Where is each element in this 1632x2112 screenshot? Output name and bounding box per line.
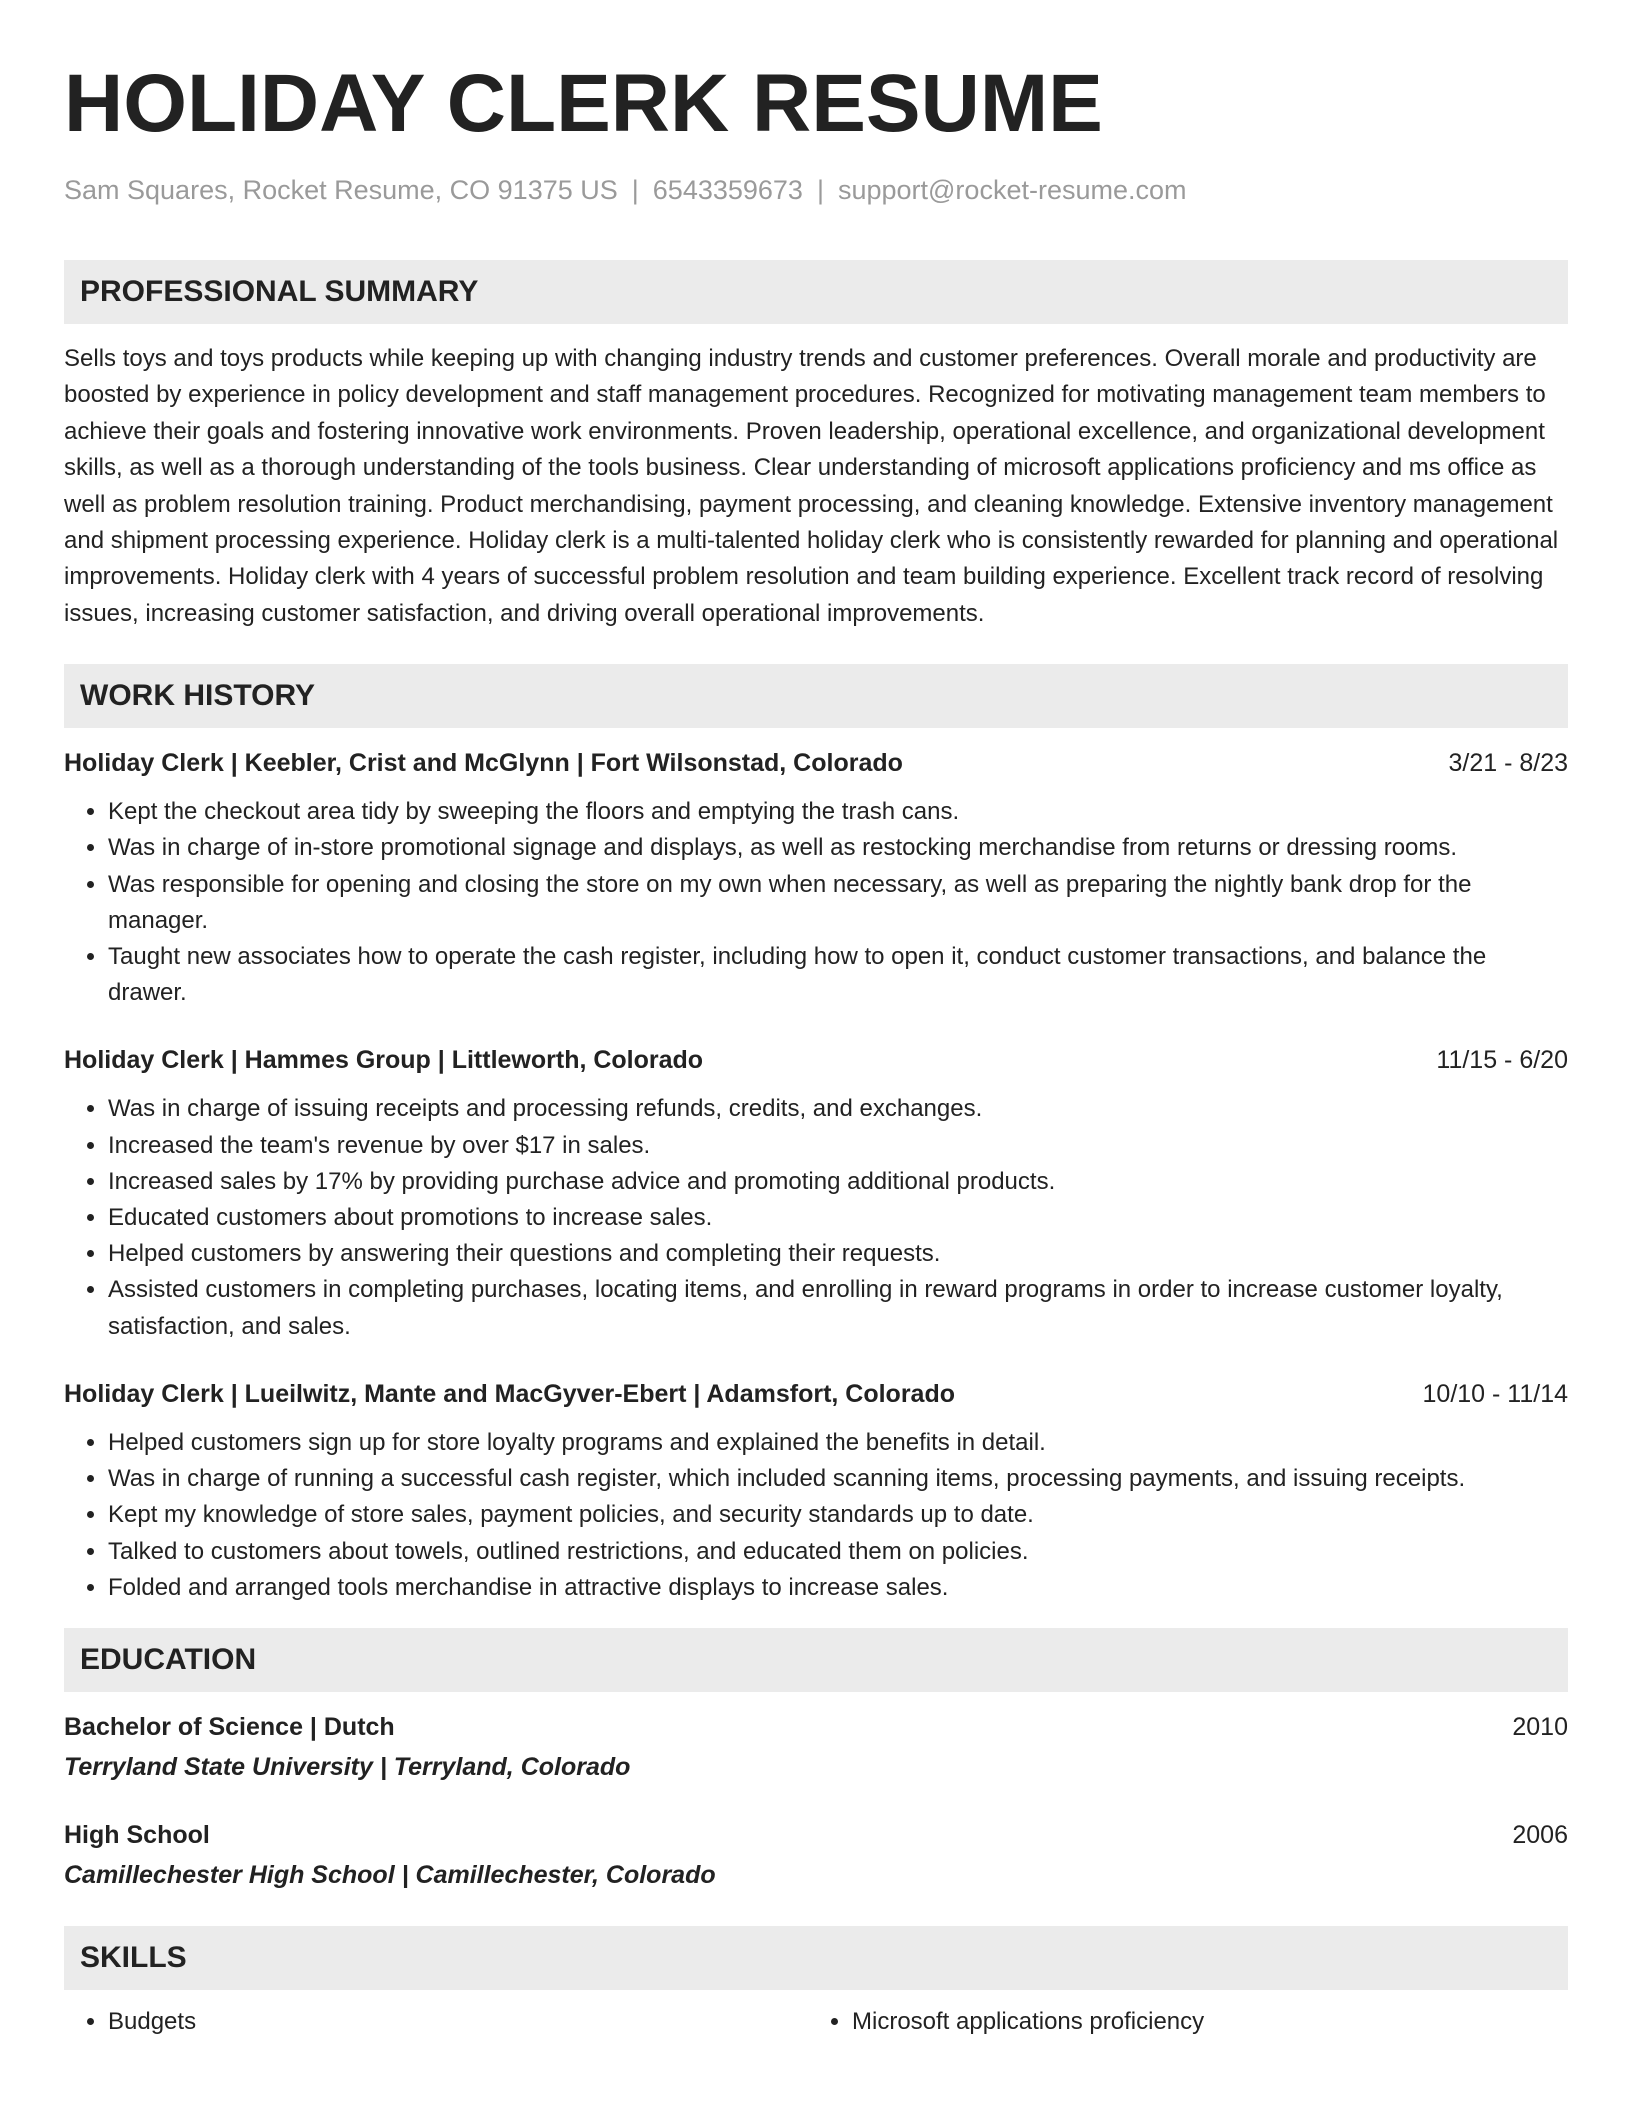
resume-title: HOLIDAY CLERK RESUME — [64, 58, 1103, 149]
education-year: 2010 — [1512, 1712, 1568, 1741]
job-header — [64, 1043, 1568, 1077]
job-bullet: • Educated customers about promotions to increase sales. — [108, 1200, 1568, 1236]
job-bullet: • Was in charge of running a successful cash register, which included scanning items, processing payments, and issuing receipts. — [108, 1461, 1568, 1497]
contact-separator: | — [631, 175, 639, 205]
job-dates: 10/10 - 11/14 — [1422, 1379, 1568, 1408]
section-heading-work-history: WORK HISTORY — [64, 664, 1568, 728]
contact-address: Sam Squares, Rocket Resume, CO 91375 US — [64, 175, 618, 205]
job-bullet: • Kept my knowledge of store sales, payment policies, and security standards up to date. — [108, 1497, 1568, 1533]
job-dates: 11/15 - 6/20 — [1436, 1046, 1568, 1075]
education-school: Camillechester High School | Camillechester, Colorado — [64, 1860, 716, 1889]
job-header — [64, 1377, 1568, 1411]
job-bullets — [64, 794, 1568, 1011]
section-heading-skills: SKILLS — [64, 1926, 1568, 1990]
section-heading-education: EDUCATION — [64, 1628, 1568, 1692]
education-year: 2006 — [1512, 1820, 1568, 1849]
education-degree: High School — [64, 1820, 210, 1849]
education-degree: Bachelor of Science | Dutch — [64, 1712, 395, 1741]
skills-column-right — [808, 2004, 1552, 2040]
contact-line — [64, 172, 1568, 208]
skill-item: • Microsoft applications proficiency — [852, 2004, 1552, 2040]
job-bullet: • Kept the checkout area tidy by sweeping the floors and emptying the trash cans. — [108, 794, 1568, 830]
job-title: Holiday Clerk | Lueilwitz, Mante and MacGyver-Ebert | Adamsfort, Colorado — [64, 1379, 956, 1408]
job-bullet: • Helped customers sign up for store loyalty programs and explained the benefits in detail. — [108, 1425, 1568, 1461]
job-dates: 3/21 - 8/23 — [1448, 749, 1568, 778]
contact-separator: | — [816, 175, 824, 205]
job-bullet: • Increased sales by 17% by providing purchase advice and promoting additional products. — [108, 1164, 1568, 1200]
job-bullets — [64, 1425, 1568, 1606]
job-bullet: • Increased the team's revenue by over $17 in sales. — [108, 1128, 1568, 1164]
job-bullet: • Helped customers by answering their questions and completing their requests. — [108, 1236, 1568, 1272]
job-bullet: • Assisted customers in completing purchases, locating items, and enrolling in reward programs in order to increase customer loyalty, satisfaction, and sales. — [108, 1272, 1568, 1344]
section-heading-summary: PROFESSIONAL SUMMARY — [64, 260, 1568, 324]
job-title: Holiday Clerk | Hammes Group | Littleworth, Colorado — [64, 1046, 704, 1075]
skills-column-left — [64, 2004, 808, 2040]
education-header — [64, 1710, 1568, 1744]
education-header — [64, 1818, 1568, 1852]
job-bullets — [64, 1091, 1568, 1344]
job-header — [64, 746, 1568, 780]
education-school: Terryland State University | Terryland, Colorado — [64, 1752, 631, 1781]
job-bullet: • Talked to customers about towels, outlined restrictions, and educated them on policies. — [108, 1534, 1568, 1570]
job-bullet: • Was in charge of issuing receipts and processing refunds, credits, and exchanges. — [108, 1091, 1568, 1127]
summary-text: Sells toys and toys products while keeping up with changing industry trends and customer preferences. Overall morale and productivity are boosted by experience in policy development and staff management procedures. Recognized for motivating management team members to achieve their goals and fostering innovative work environments. Proven leadership, operational excellence, and organizational development skills, as well as a thorough understanding of the tools business. Clear understanding of microsoft applications proficiency and ms office as well as problem resolution training. Product merchandising, payment processing, and cleaning knowledge. Extensive inventory management and shipment processing experience. Holiday clerk is a multi-talented holiday clerk who is consistently rewarded for planning and operational improvements. Holiday clerk with 4 years of successful problem resolution and team building experience. Excellent track record of resolving issues, increasing customer satisfaction, and driving overall operational improvements. — [64, 345, 1559, 627]
contact-email: support@rocket-resume.com — [837, 175, 1187, 205]
job-bullet: • Was in charge of in-store promotional signage and displays, as well as restocking merchandise from returns or dressing rooms. — [108, 830, 1568, 866]
contact-phone: 6543359673 — [652, 175, 803, 205]
job-bullet: • Taught new associates how to operate the cash register, including how to open it, conduct customer transactions, and balance the drawer. — [108, 939, 1568, 1011]
job-bullet: • Folded and arranged tools merchandise in attractive displays to increase sales. — [108, 1570, 1568, 1606]
job-title: Holiday Clerk | Keebler, Crist and McGlynn | Fort Wilsonstad, Colorado — [64, 749, 903, 778]
job-bullet: • Was responsible for opening and closing the store on my own when necessary, as well as preparing the nightly bank drop for the manager. — [108, 867, 1568, 939]
skill-item: • Budgets — [108, 2004, 808, 2040]
skills-list — [64, 2004, 1568, 2040]
